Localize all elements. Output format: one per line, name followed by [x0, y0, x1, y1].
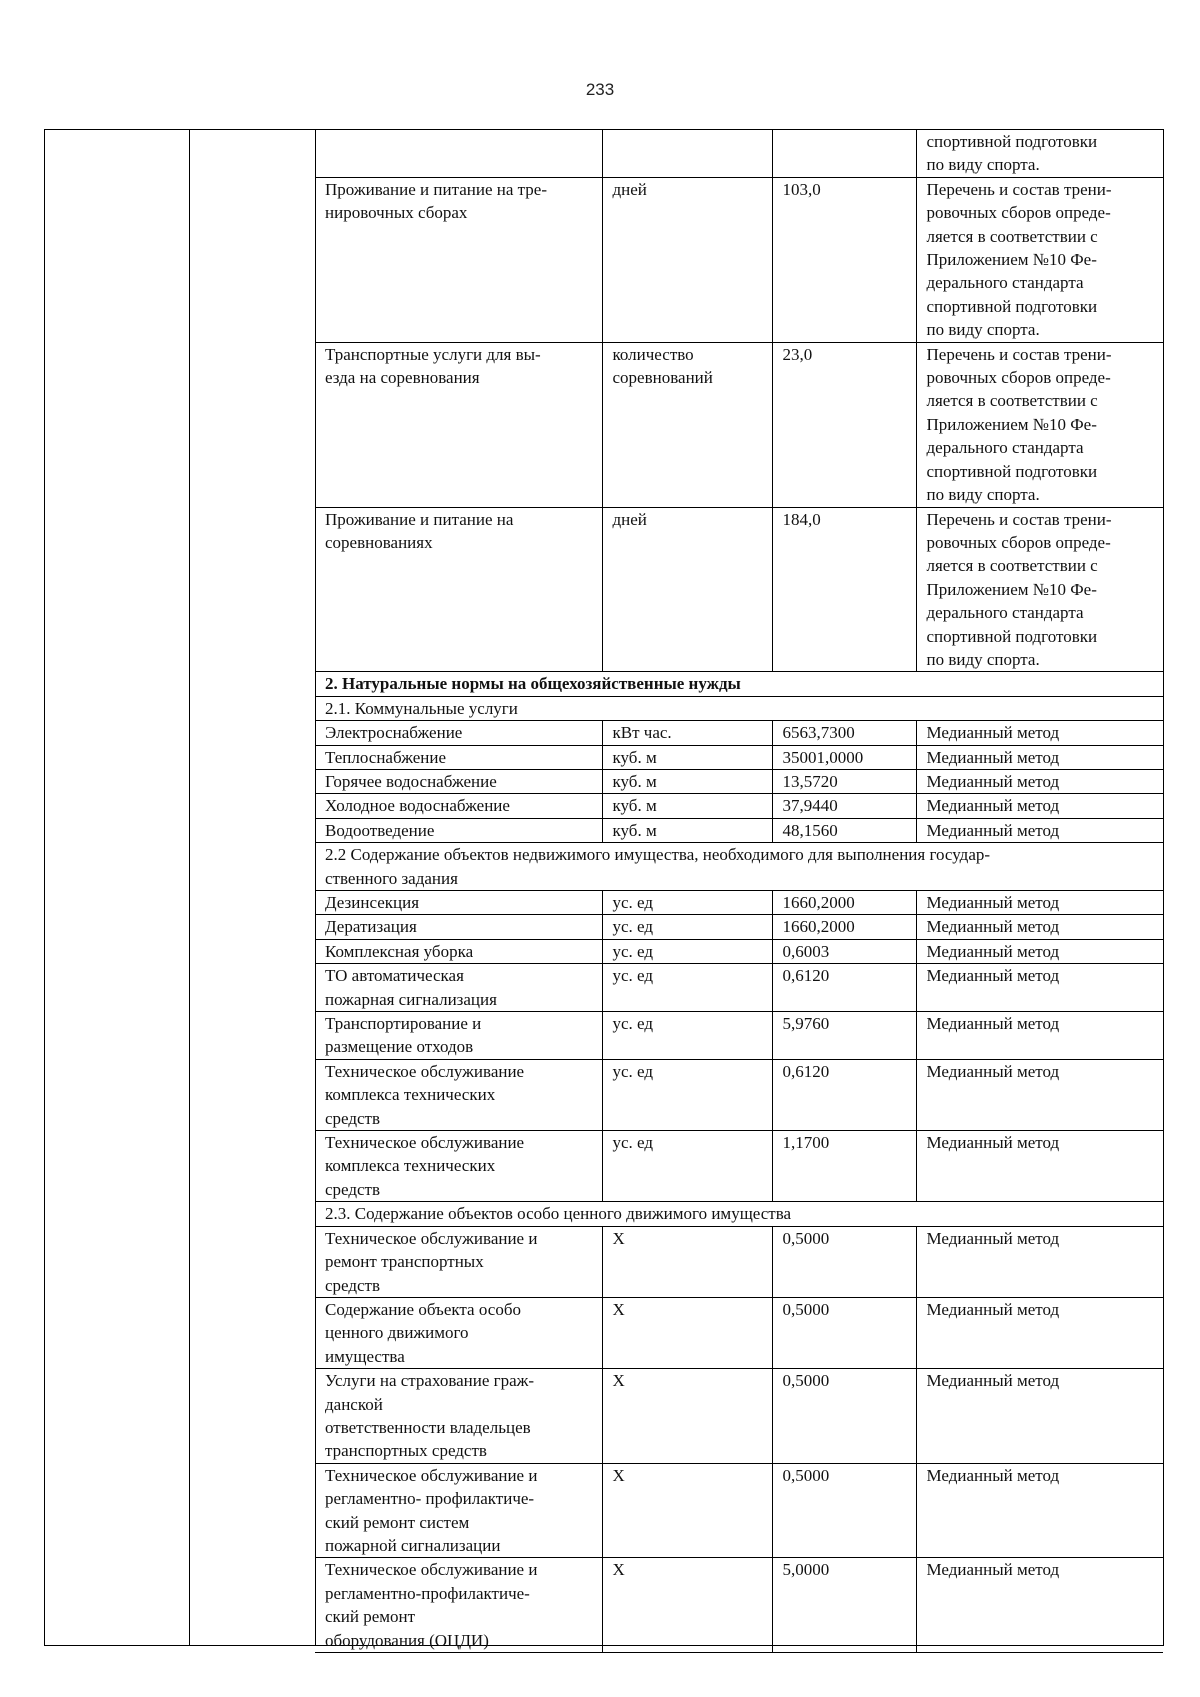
cell-value: 48,1560 — [772, 818, 916, 842]
cell-value: 13,5720 — [772, 769, 916, 793]
cell-unit: куб. м — [602, 794, 772, 818]
section-row — [315, 1202, 1163, 1226]
section-title: 2. Натуральные нормы на общехозяйственные нужды — [315, 672, 1163, 696]
cell-method: Медианный метод — [916, 1463, 1163, 1558]
cell-value: 6563,7300 — [772, 721, 916, 745]
cell-unit: куб. м — [602, 745, 772, 769]
cell-value: 1660,2000 — [772, 891, 916, 915]
table-row — [315, 130, 1163, 177]
cell-value: 0,5000 — [772, 1369, 916, 1464]
table-row — [315, 721, 1163, 745]
cell-method: Медианный метод — [916, 1558, 1163, 1653]
table-row — [315, 1558, 1163, 1653]
table-row — [315, 1059, 1163, 1130]
cell-name: Дезинсекция — [315, 891, 602, 915]
cell-method: Медианный метод — [916, 818, 1163, 842]
cell-method: Медианный метод — [916, 964, 1163, 1012]
cell-unit: ус. ед — [602, 915, 772, 939]
cell-unit: куб. м — [602, 818, 772, 842]
cell-unit: ус. ед — [602, 939, 772, 963]
cell-unit: куб. м — [602, 769, 772, 793]
table-row — [315, 769, 1163, 793]
cell-value: 0,5000 — [772, 1226, 916, 1297]
cell-name: Электроснабжение — [315, 721, 602, 745]
cell-name: Техническое обслуживание комплекса технических средств — [315, 1059, 602, 1130]
cell-method: Медианный метод — [916, 1131, 1163, 1202]
cell-unit: дней — [602, 507, 772, 672]
cell-method: Перечень и состав трени- ровочных сборов опреде- ляется в соответствии с Приложением №10 Фе- дерального стандарта спортивной подготовки по виду спорта. — [916, 342, 1163, 507]
cell-value: 23,0 — [772, 342, 916, 507]
cell-value: 37,9440 — [772, 794, 916, 818]
cell-value: 103,0 — [772, 177, 916, 342]
table-row — [315, 1226, 1163, 1297]
cell-unit: X — [602, 1369, 772, 1464]
cell-unit: дней — [602, 177, 772, 342]
cell-method: Медианный метод — [916, 769, 1163, 793]
cell-unit: ус. ед — [602, 891, 772, 915]
cell-name: Комплексная уборка — [315, 939, 602, 963]
table-row — [315, 1369, 1163, 1464]
cell-unit: X — [602, 1297, 772, 1368]
cell-value: 0,6120 — [772, 964, 916, 1012]
cell-name: Горячее водоснабжение — [315, 769, 602, 793]
section-row — [315, 672, 1163, 696]
cell-unit: ус. ед — [602, 1059, 772, 1130]
cell-name: Холодное водоснабжение — [315, 794, 602, 818]
cell-name: Техническое обслуживание и регламентно-профилактиче- ский ремонт оборудования (ОЦДИ) — [315, 1558, 602, 1653]
cell-unit: количество соревнований — [602, 342, 772, 507]
cell-method: Медианный метод — [916, 721, 1163, 745]
cell-name: Дератизация — [315, 915, 602, 939]
cell-method: Медианный метод — [916, 745, 1163, 769]
cell-method: Медианный метод — [916, 939, 1163, 963]
cell-method: Медианный метод — [916, 1297, 1163, 1368]
cell-method: спортивной подготовки по виду спорта. — [916, 130, 1163, 177]
cell-unit: ус. ед — [602, 1012, 772, 1060]
table-row — [315, 1012, 1163, 1060]
cell-value: 0,5000 — [772, 1463, 916, 1558]
table-row — [315, 1463, 1163, 1558]
cell-name: Услуги на страхование граж- данской ответственности владельцев транспортных средств — [315, 1369, 602, 1464]
cell-value: 5,9760 — [772, 1012, 916, 1060]
cell-name: Техническое обслуживание комплекса технических средств — [315, 1131, 602, 1202]
cell-method: Медианный метод — [916, 915, 1163, 939]
table-row — [315, 177, 1163, 342]
subsection-title: 2.1. Коммунальные услуги — [315, 696, 1163, 720]
cell-unit: X — [602, 1226, 772, 1297]
cell-name: Техническое обслуживание и регламентно- профилактиче- ский ремонт систем пожарной сигнализации — [315, 1463, 602, 1558]
cell-value: 5,0000 — [772, 1558, 916, 1653]
cell-name: ТО автоматическая пожарная сигнализация — [315, 964, 602, 1012]
cell-method: Медианный метод — [916, 1059, 1163, 1130]
cell-unit: X — [602, 1463, 772, 1558]
page-number: 233 — [585, 80, 615, 99]
table-row — [315, 891, 1163, 915]
cell-name — [315, 130, 602, 177]
cell-name: Водоотведение — [315, 818, 602, 842]
cell-name: Содержание объекта особо ценного движимого имущества — [315, 1297, 602, 1368]
cell-name: Транспортные услуги для вы- езда на соревнования — [315, 342, 602, 507]
cell-name: Проживание и питание на тре- нировочных сборах — [315, 177, 602, 342]
cell-name: Транспортирование и размещение отходов — [315, 1012, 602, 1060]
cell-value: 184,0 — [772, 507, 916, 672]
table-row — [315, 964, 1163, 1012]
cell-method: Медианный метод — [916, 1012, 1163, 1060]
table-row — [315, 745, 1163, 769]
cell-value: 1660,2000 — [772, 915, 916, 939]
cell-method: Перечень и состав трени- ровочных сборов опреде- ляется в соответствии с Приложением №10 Фе- дерального стандарта спортивной подготовки по виду спорта. — [916, 177, 1163, 342]
section-row — [315, 843, 1163, 891]
cell-name: Теплоснабжение — [315, 745, 602, 769]
cell-unit: ус. ед — [602, 1131, 772, 1202]
table-row — [315, 818, 1163, 842]
cell-value: 0,6120 — [772, 1059, 916, 1130]
cell-value: 0,5000 — [772, 1297, 916, 1368]
cell-unit — [602, 130, 772, 177]
cell-value: 0,6003 — [772, 939, 916, 963]
cell-method: Перечень и состав трени- ровочных сборов опреде- ляется в соответствии с Приложением №10 Фе- дерального стандарта спортивной подготовки по виду спорта. — [916, 507, 1163, 672]
table-row — [315, 342, 1163, 507]
cell-value: 35001,0000 — [772, 745, 916, 769]
cell-unit: ус. ед — [602, 964, 772, 1012]
subsection-title: 2.2 Содержание объектов недвижимого имущества, необходимого для выполнения государ- ственного задания — [315, 843, 1163, 891]
cell-name: Проживание и питание на соревнованиях — [315, 507, 602, 672]
empty-column-divider-1 — [189, 130, 190, 1645]
table-row — [315, 1297, 1163, 1368]
cell-unit: X — [602, 1558, 772, 1653]
section-row — [315, 696, 1163, 720]
cell-method: Медианный метод — [916, 1226, 1163, 1297]
table-row — [315, 507, 1163, 672]
cell-value — [772, 130, 916, 177]
table-row — [315, 915, 1163, 939]
cell-method: Медианный метод — [916, 1369, 1163, 1464]
table-row — [315, 939, 1163, 963]
cell-name: Техническое обслуживание и ремонт транспортных средств — [315, 1226, 602, 1297]
cell-method: Медианный метод — [916, 891, 1163, 915]
table-row — [315, 794, 1163, 818]
cell-value: 1,1700 — [772, 1131, 916, 1202]
subsection-title: 2.3. Содержание объектов особо ценного движимого имущества — [315, 1202, 1163, 1226]
cell-method: Медианный метод — [916, 794, 1163, 818]
norms-table-sheet — [44, 129, 1164, 1650]
norms-table — [315, 130, 1163, 1653]
cell-unit: кВт час. — [602, 721, 772, 745]
table-row — [315, 1131, 1163, 1202]
norms-table-body — [315, 130, 1163, 1653]
